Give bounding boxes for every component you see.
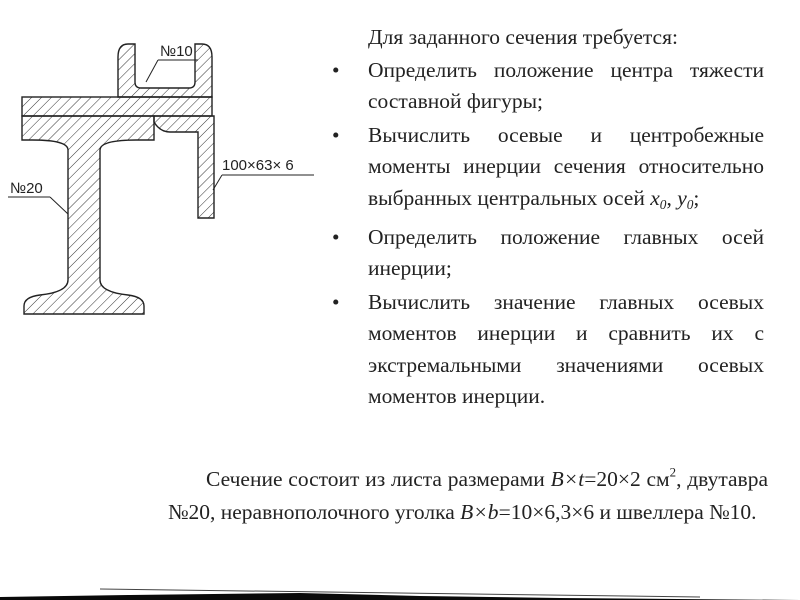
label-ibeam-no20: №20 bbox=[10, 180, 43, 197]
label-angle: 100×63× 6 bbox=[222, 157, 294, 174]
cross-section-diagram bbox=[0, 0, 340, 330]
leader-channel-diag bbox=[146, 60, 158, 82]
task-intro: Для заданного сечения требуется: bbox=[368, 25, 678, 49]
ibeam-no20-shape bbox=[22, 116, 154, 314]
task-list bbox=[368, 55, 764, 413]
label-channel-no10: №10 bbox=[160, 43, 193, 60]
axis-x0: $x_0$ bbox=[650, 185, 667, 212]
angle-dims-symbol: B×b bbox=[460, 499, 499, 524]
task-item-moments: • Вычислить осевые и центробежные моменты инерции сечения относительно выбранных центральных осей $x_0$, $y_0$; bbox=[368, 120, 764, 220]
task-item-moments-text: Вычислить осевые и центробежные моменты инерции сечения относительно выбранных центральных осей bbox=[368, 122, 764, 210]
task-item-principal-moments: • Вычислить значение главных осевых моментов инерции и сравнить их с экстремальными значениями осевых моментов инерции. bbox=[368, 287, 764, 413]
footer-decoration bbox=[0, 575, 800, 600]
angle-shape bbox=[154, 116, 214, 218]
leader-ibeam-diag bbox=[50, 197, 68, 214]
task-text-block bbox=[368, 22, 764, 415]
task-item-principal-axes: • Определить положение главных осей инерции; bbox=[368, 222, 764, 285]
task-item-centroid: • Определить положение центра тяжести составной фигуры; bbox=[368, 55, 764, 118]
section-summary: Сечение состоит из листа размерами B×t=20×2 $см^2$, двутавра №20, неравнополочного уголка B×b=10×6,3×6 и швеллера №10. bbox=[168, 465, 768, 524]
plate-shape bbox=[22, 97, 212, 116]
axis-y0: $y_0$ bbox=[677, 185, 694, 212]
plate-dims-symbol: B×t bbox=[550, 467, 585, 491]
